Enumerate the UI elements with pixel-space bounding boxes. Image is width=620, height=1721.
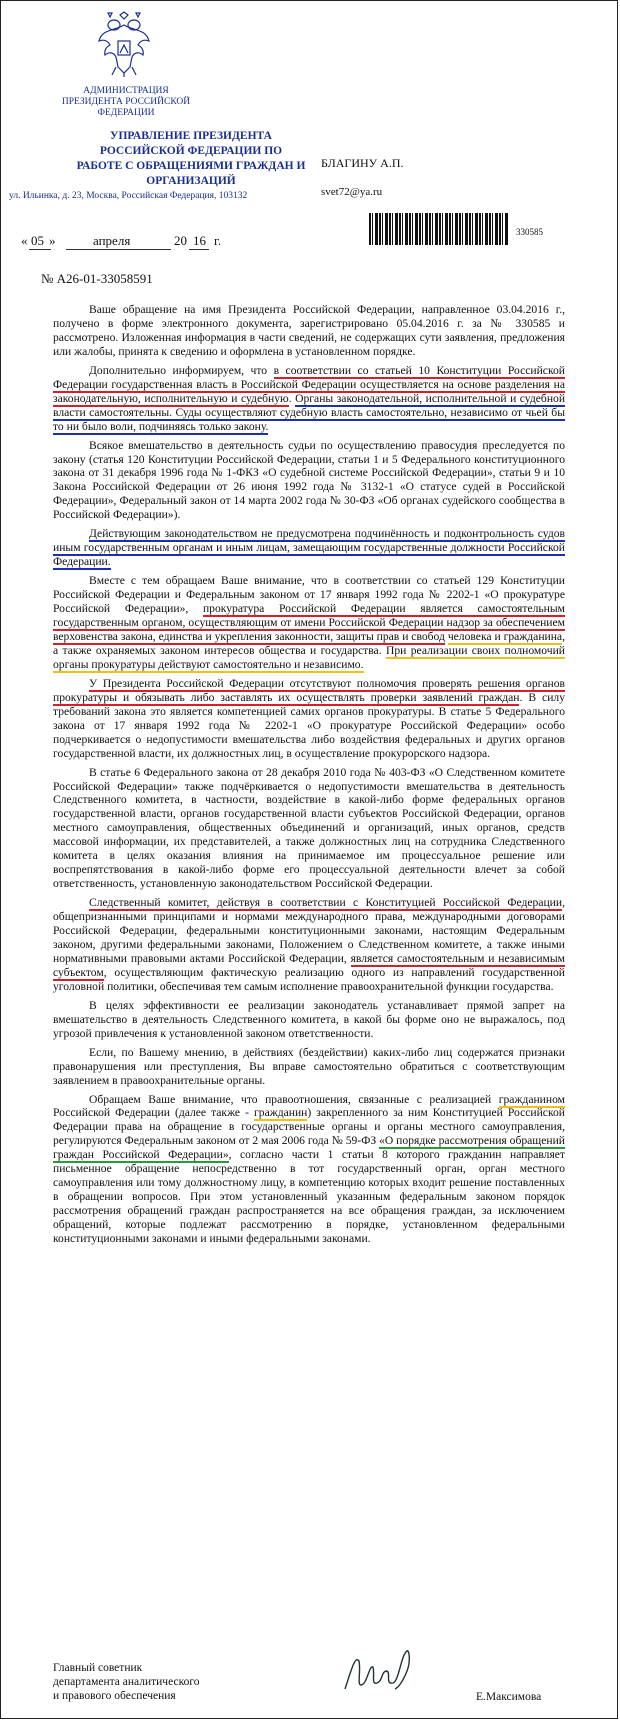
- highlight-red: У Президента Российской Федерации отсутствуют полномочия проверять решения органов прокуратуры и обязывать либо заставлять их осуществлять проверки заявлений граждан: [53, 676, 565, 704]
- highlight-green: «О порядке рассмотрения обращений граждан Российской Федерации»: [53, 1134, 565, 1162]
- date-open-quote: «: [21, 233, 28, 248]
- highlight-yellow: гражданином: [498, 1092, 565, 1106]
- date-year-abbr: г.: [214, 233, 222, 248]
- paragraph-11: Обращаем Ваше внимание, что правоотношения, связанные с реализацией гражданином Российской Федерации (далее также - гражданин) закрепленного за ним Конституцией Российской Федерации права на обращение в государственные органы и органы местного самоуправления, регулируются Федеральным законом от 2 мая 2006 года № 59-ФЗ «О порядке рассмотрения обращений граждан Российской Федерации», согласно части 1 статьи 8 которого гражданин направляет письменное обращение непосредственно в тот государственный орган, орган местного самоуправления или тому должностному лицу, в компетенцию которых входит решение поставленных в обращении вопросов. При этом установленный указанным федеральным законом порядок рассмотрения обращений граждан распространяется на все обращения граждан, за исключением обращений, которые подлежат рассмотрению в порядке, установленном федеральными конституционными законами и иными федеральными законами.: [53, 1092, 565, 1246]
- letter-body: [53, 303, 565, 1251]
- admin-title: АДМИНИСТРАЦИЯ ПРЕЗИДЕНТА РОССИЙСКОЙ ФЕДЕРАЦИИ: [61, 86, 191, 118]
- highlight-red: в соответствии со статьей 10 Конституции Российской Федерации государственная власть в Российской Федерации осуществляется на основе разделения на законодательную, исполнительную и судебную: [53, 363, 565, 405]
- paragraph-3: Всякое вмешательство в деятельность судьи по осуществлению правосудия преследуется по закону (статья 120 Конституции Российской Федерации, статьи 1 и 5 Федерального конституционного закона от 31 декабря 1996 года № 1-ФКЗ «О судебной системе Российской Федерации», статьи 9 и 10 Закона Российской Федерации от 26 июня 1992 года № 3132-1 «О статусе судей в Российской Федерации», Федеральный закон от 14 марта 2002 года № 30-ФЗ «Об органах судейского сообщества в Российской Федерации»).: [53, 438, 565, 522]
- department-address: ул. Ильинка, д. 23, Москва, Российская Федерация, 103132: [9, 191, 248, 201]
- paragraph-8: Следственный комитет, действуя в соответствии с Конституцией Российской Федерации, общепризнанными принципами и нормами международного права, международными договорами Российской Федерации, федеральными конституционными законами, настоящим Федеральным законом, другими федеральными законами, Положением о Следственном комитете, а также иными нормативными правовыми актами Российской Федерации, является самостоятельным и независимым субъектом, осуществляющим фактическую реализацию одного из направлений государственной уголовной политики, обеспечивая тем самым исполнение правоохранительной функции государства.: [53, 896, 566, 993]
- highlight-yellow: человека и гражданина: [447, 629, 563, 643]
- recipient-name: БЛАГИНУ А.П.: [321, 156, 404, 170]
- paragraph-6: У Президента Российской Федерации отсутствуют полномочия проверять решения органов прокуратуры и обязывать либо заставлять их осуществлять проверки заявлений граждан. В силу требований закона это является компетенцией самих органов прокуратуры. В статье 5 Федерального закона от 17 января 1992 года № 2202-1 «О прокуратуре Российской Федерации» особо подчеркивается о недопустимости вмешательства либо воздействия федеральных и других органов государственной власти, их должностных лиц, в осуществление прокурорского надзора.: [53, 676, 565, 760]
- highlight-red: прокуратура Российской Федерации является самостоятельным государственным органом, осуществляющим от имени Российской Федерации надзор за обеспечением верховенства закона, единства и укрепления законности, защиты прав и свобод: [53, 602, 566, 643]
- paragraph-4: [53, 527, 565, 569]
- paragraph-10: Если, по Вашему мнению, в действиях (бездействии) каких-либо лиц содержатся признаки правонарушения или преступления, Вы вправе самостоятельно обратиться с соответствующим заявлением в правоохранительные органы.: [53, 1045, 565, 1087]
- paragraph-1: Ваше обращение на имя Президента Российской Федерации, направленное 03.04.2016 г., получено в форме электронного документа, зарегистрировано 05.04.2016 г. за № 330585 и рассмотрено. Изложенная информация в части сведений, не содержащих сути заявления, предложения или жалобы, принята к сведению и оформлена в установленном порядке.: [53, 303, 565, 358]
- barcode: [369, 213, 509, 245]
- paragraph-7: В статье 6 Федерального закона от 28 декабря 2010 года № 403-ФЗ «О Следственном комитете Российской Федерации» также подчёркивается о недопустимости вмешательства в деятельность Следственного комитета, в частности, воздействие в какой-либо форме федеральных органов государственной власти, органов государственной власти субъектов Российской Федерации, органов местного самоуправления, общественных объединений и организаций, иных органов, средств массовой информации, их представителей, а также должностных лиц на сотрудника Следственного комитета в целях оказания влияния на принимаемое им процессуальное решение или воспрепятствования в какой-либо форме его процессуальной деятельности влечет за собой ответственность, установленную законодательством Российской Федерации.: [53, 765, 565, 891]
- registration-prefix: №: [41, 271, 54, 286]
- highlight-blue: Органы законодательной, исполнительной и судебной власти самостоятельны. Суды осуществляют судебную власть самостоятельно, независимо от чьей бы то ни было воли, подчиняясь только закону.: [53, 391, 566, 433]
- highlight-yellow: При реализации своих полномочий органы прокуратуры действуют самостоятельно и независимо.: [53, 643, 565, 671]
- signatory-name: Е.Максимова: [476, 1691, 542, 1703]
- date-month: апреля: [93, 233, 131, 248]
- registration-number: [41, 271, 153, 287]
- paragraph-5: Вместе с тем обращаем Ваше внимание, что в соответствии со статьей 129 Конституции Российской Федерации и Федеральным законом от 17 января 1992 года № 2202-1 «О прокуратуре Российской Федерации», прокуратура Российской Федерации является самостоятельным государственным органом, осуществляющим от имени Российской Федерации надзор за обеспечением верховенства закона, единства и укрепления законности, защиты прав и свобод человека и гражданина, а также охраняемых законом интересов общества и государства. При реализации своих полномочий органы прокуратуры действуют самостоятельно и независимо.: [53, 574, 566, 671]
- highlight-yellow: гражданин: [254, 1106, 308, 1120]
- date-year-prefix: 20: [174, 233, 187, 248]
- highlight-red: Следственный комитет, действуя в соответствии с Конституцией Российской Федерации: [89, 896, 563, 910]
- coat-of-arms-icon: [96, 11, 152, 77]
- barcode-number: 330585: [516, 227, 543, 237]
- date-day: 05: [31, 233, 44, 248]
- date-year-suffix: 16: [193, 233, 206, 248]
- highlight-red: является самостоятельным и независимым субъектом: [53, 951, 566, 979]
- signatory-title: Главный советник департамента аналитического и правового обеспечения: [53, 1662, 200, 1702]
- registration-value: А26-01-33058591: [56, 271, 153, 286]
- date-close-quote: »: [49, 233, 56, 248]
- paragraph-2: Дополнительно информируем, что в соответствии со статьей 10 Конституции Российской Федерации государственная власть в Российской Федерации осуществляется на основе разделения на законодательную, исполнительную и судебную. Органы законодательной, исполнительной и судебной власти самостоятельны. Суды осуществляют судебную власть самостоятельно, независимо от чьей бы то ни было воли, подчиняясь только закону.: [53, 363, 566, 433]
- department-title: УПРАВЛЕНИЕ ПРЕЗИДЕНТА РОССИЙСКОЙ ФЕДЕРАЦИИ ПО РАБОТЕ С ОБРАЩЕНИЯМИ ГРАЖДАН И ОРГАНИЗАЦИЙ: [76, 130, 306, 187]
- handwritten-signature: [341, 1641, 421, 1701]
- paragraph-9: В целях эффективности ее реализации законодатель устанавливает прямой запрет на вмешательство в деятельность Следственного комитета, в какой бы форме оно не выражалось, под угрозой привлечения к установленной законом ответственности.: [53, 998, 565, 1040]
- recipient-email: svet72@ya.ru: [321, 186, 383, 198]
- highlight-blue: Действующим законодательством не предусмотрена подчинённость и подконтрольность судов иным государственным органам и иным лицам, замещающим государственные должности Российской Федерации.: [53, 527, 565, 569]
